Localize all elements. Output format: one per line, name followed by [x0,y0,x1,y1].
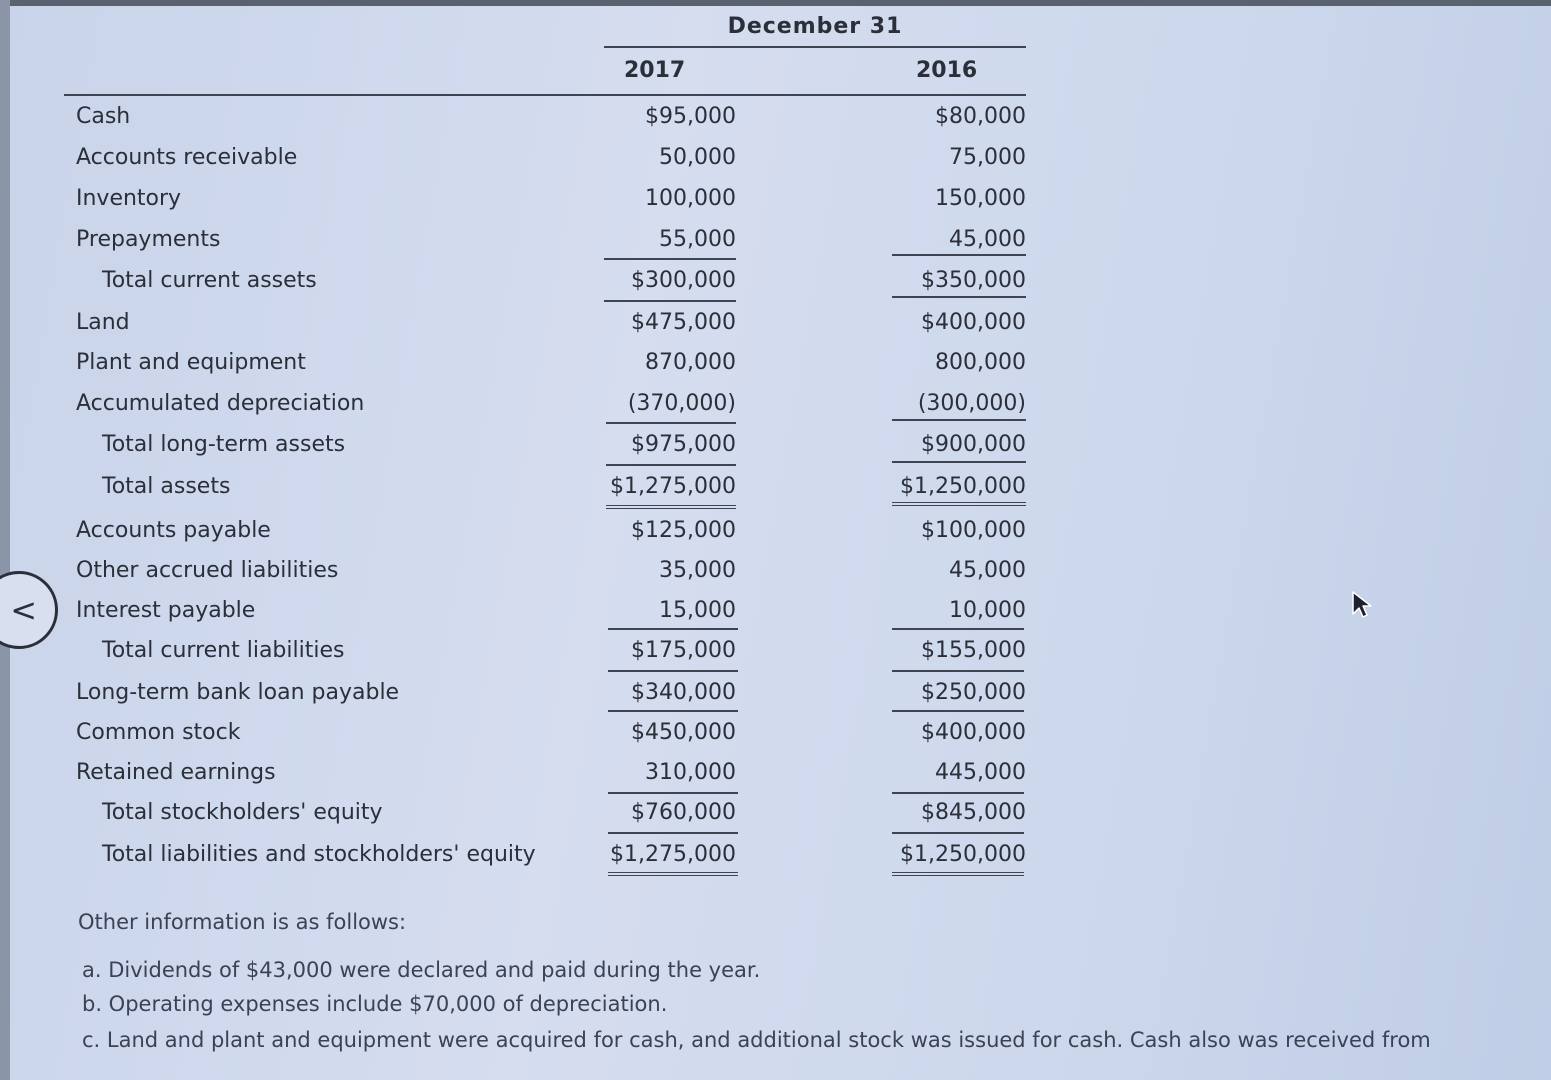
total-rule-2016 [892,832,1024,834]
value-2016: $845,000 [921,800,1026,825]
value-2017: $340,000 [631,680,736,705]
value-2017: $95,000 [645,104,736,129]
row-label: Accounts receivable [76,145,298,170]
value-2017: 50,000 [659,145,736,170]
table-row [72,558,1032,592]
value-2016: 45,000 [949,227,1026,252]
row-label: Long-term bank loan payable [76,680,400,705]
section-rule-2017 [608,710,738,712]
value-2016: $900,000 [921,432,1026,457]
value-2016: 800,000 [935,350,1026,375]
value-2016: 10,000 [949,598,1026,623]
grand-total-rule-2017 [606,505,736,509]
value-2017: $475,000 [631,310,736,335]
value-2017: $175,000 [631,638,736,663]
row-label: Total liabilities and stockholders' equity [102,842,536,867]
total-rule-2017 [606,464,736,466]
value-2016: $100,000 [921,518,1026,543]
note-text: c. Land and plant and equipment were acquired for cash, and additional stock was issued for cash. Cash also was received from [82,1028,1431,1052]
value-2016: $400,000 [921,720,1026,745]
value-2016: 75,000 [949,145,1026,170]
total-rule-2016 [892,296,1026,298]
header-rule [604,46,1026,48]
row-label: Cash [76,104,131,129]
chevron-left-icon: < [10,591,37,629]
value-2017: $450,000 [631,720,736,745]
subtotal-rule-2016 [892,254,1026,256]
row-label: Retained earnings [76,760,276,785]
value-2017: 15,000 [659,598,736,623]
value-2017: (370,000) [627,391,736,416]
value-2017: $300,000 [631,268,736,293]
value-2017: $1,275,000 [610,474,736,499]
value-2016: 445,000 [935,760,1026,785]
total-rule-2017 [608,670,738,672]
table-row [72,227,1032,261]
value-2017: $1,275,000 [610,842,736,867]
left-edge [0,0,10,1080]
table-row [72,518,1032,552]
row-label: Total current liabilities [102,638,345,663]
year-2016-header: 2016 [916,58,978,83]
other-information [78,910,406,954]
value-2016: $1,250,000 [900,842,1026,867]
value-2017: $760,000 [631,800,736,825]
value-2016: $155,000 [921,638,1026,663]
table-row [72,680,1032,714]
row-label: Total assets [102,474,231,499]
table-row [72,186,1032,220]
value-2016: $1,250,000 [900,474,1026,499]
table-row [72,268,1032,302]
row-label: Total stockholders' equity [102,800,383,825]
value-2017: $975,000 [631,432,736,457]
value-2016: $350,000 [921,268,1026,293]
subtotal-rule-2016 [892,419,1026,421]
grand-total-rule-2016 [892,872,1024,876]
value-2016: (300,000) [917,391,1026,416]
grand-total-rule-2017 [608,872,738,876]
table-row [72,310,1032,344]
value-2016: 150,000 [935,186,1026,211]
table-row [72,842,1032,876]
row-label: Common stock [76,720,241,745]
value-2017: $125,000 [631,518,736,543]
subtotal-rule-2017 [608,792,738,794]
row-label: Accumulated depreciation [76,391,365,416]
total-rule-2016 [892,670,1024,672]
row-label: Plant and equipment [76,350,306,375]
note-text: b. Operating expenses include $70,000 of depreciation. [82,992,668,1016]
subtotal-rule-2017 [608,628,738,630]
value-2016: 45,000 [949,558,1026,583]
table-row [72,350,1032,384]
row-label: Land [76,310,130,335]
row-label: Other accrued liabilities [76,558,339,583]
column-group-header: December 31 [727,14,903,39]
table-row [72,432,1032,466]
subtotal-rule-2016 [892,628,1024,630]
subtotal-rule-2017 [604,258,736,260]
total-rule-2016 [892,461,1026,463]
row-label: Total current assets [102,268,317,293]
row-label: Prepayments [76,227,221,252]
row-label: Interest payable [76,598,256,623]
note-text: a. Dividends of $43,000 were declared and paid during the year. [82,958,761,982]
subtotal-rule-2017 [606,422,736,424]
row-label: Inventory [76,186,182,211]
value-2016: $250,000 [921,680,1026,705]
mouse-pointer-icon [1350,590,1378,620]
table-row [72,720,1032,754]
value-2017: 870,000 [645,350,736,375]
header-bottom-rule [64,94,1026,96]
table-row [72,760,1032,794]
value-2017: 310,000 [645,760,736,785]
balance-sheet-panel [12,6,1551,1080]
value-2017: 55,000 [659,227,736,252]
row-label: Accounts payable [76,518,271,543]
notes-intro: Other information is as follows: [78,910,407,934]
grand-total-rule-2016 [892,502,1026,506]
table-row [72,638,1032,672]
table-row [72,104,1032,138]
subtotal-rule-2016 [892,792,1024,794]
total-rule-2017 [608,832,738,834]
table-row [72,391,1032,425]
value-2017: 100,000 [645,186,736,211]
section-rule-2016 [892,710,1024,712]
year-2017-header: 2017 [624,58,686,83]
value-2016: $400,000 [921,310,1026,335]
back-button[interactable] [0,571,58,649]
table-row [72,474,1032,508]
total-rule-2017 [604,300,736,302]
value-2017: 35,000 [659,558,736,583]
value-2016: $80,000 [935,104,1026,129]
table-row [72,145,1032,179]
table-row [72,598,1032,632]
row-label: Total long-term assets [102,432,346,457]
table-row [72,800,1032,834]
